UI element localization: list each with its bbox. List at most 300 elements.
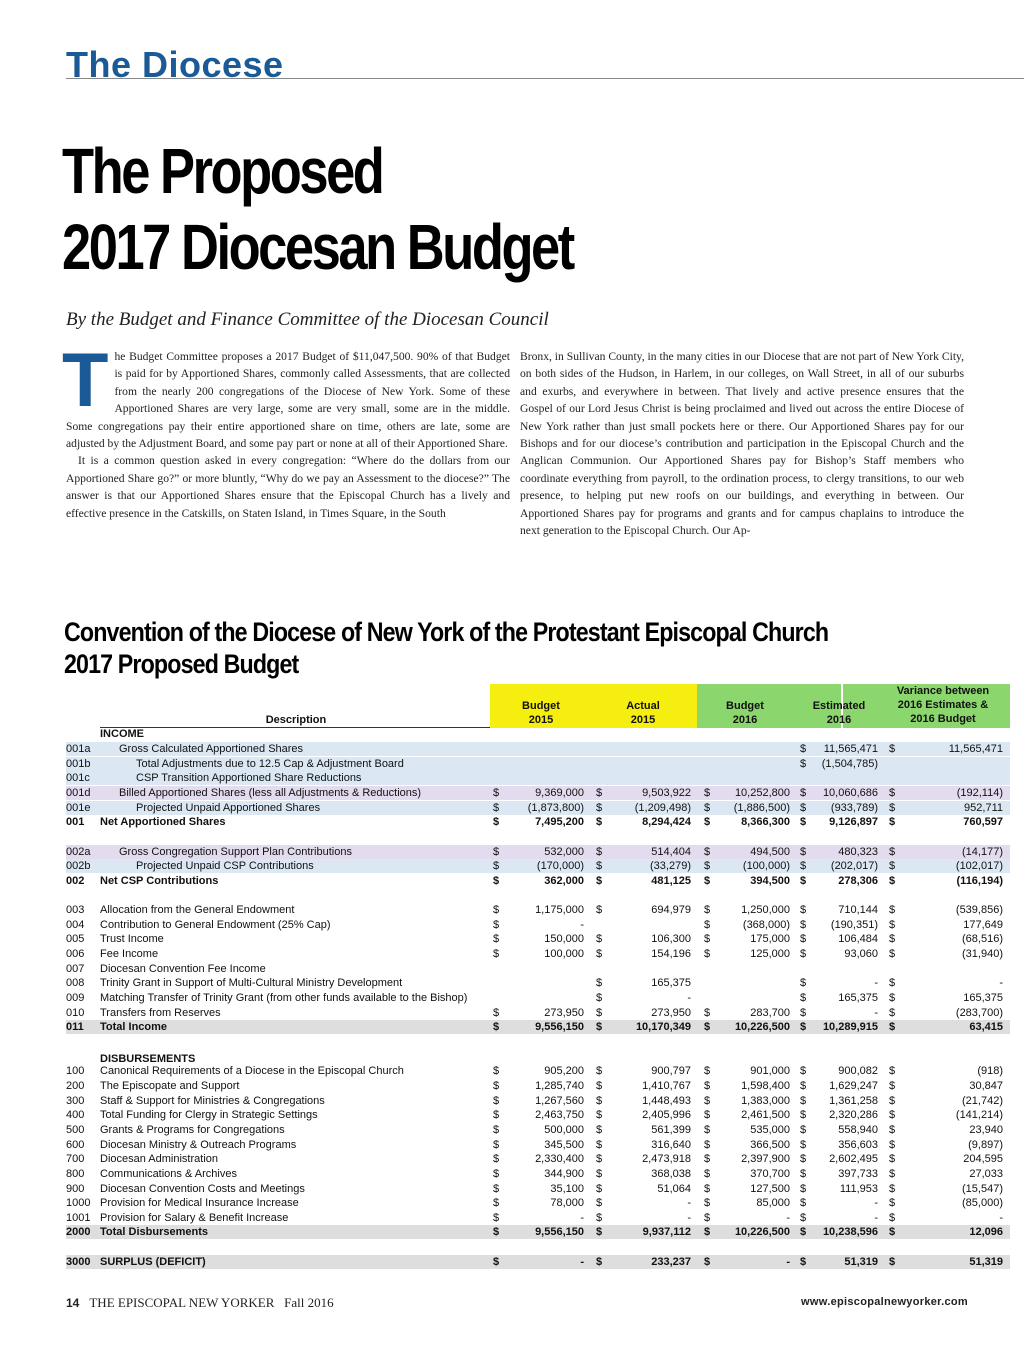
dollar-sign: $ <box>492 801 500 814</box>
row-value: - <box>999 1211 1003 1224</box>
row-value: 344,900 <box>544 1167 584 1180</box>
dollar-sign: $ <box>703 1255 711 1268</box>
row-value: 1,629,247 <box>829 1079 878 1092</box>
row-description: Contribution to General Endowment (25% Cap) <box>100 918 331 931</box>
table-row <box>66 1079 1010 1093</box>
header-estimated-2016 <box>791 699 887 727</box>
row-description: Provision for Salary & Benefit Increase <box>100 1211 289 1224</box>
dollar-sign: $ <box>799 918 807 931</box>
row-value: (1,886,500) <box>733 801 790 814</box>
row-description: Projected Unpaid CSP Contributions <box>136 860 314 873</box>
row-description: Billed Apportioned Shares (less all Adjustments & Reductions) <box>119 786 422 799</box>
row-code: 008 <box>66 977 85 990</box>
section-rule <box>66 78 1024 79</box>
header-description: Description <box>265 714 327 726</box>
row-value: 397,733 <box>838 1167 878 1180</box>
paragraph-3: Bronx, in Sullivan County, in the many cities in our Diocese that are not part of New York City, on both sides of the Hudson, in Harlem, in our colleges, on Wall Street, in all of our suburbs and exurbs, and everywhere in between. That lively and active presence ensures that the Gospel of our Lord Jesus Christ is being proclaimed and lived out across the entire Diocese of New York rather than just small pockets here or there. Our Apportioned Shares pay for our Bishops and for our diocese’s contribution and participation in the Episcopal Church and the Anglican Communion. Our Apportioned Shares pay for Bishop’s Staff members who coordinate everything from payroll, to the ordination process, to clergy transitions, to our web presence, to helping put new roofs on our buildings, and everything in between. Our Apportioned Shares pay for programs and grants and for campus chaplains to introduce the next generation to the Episcopal Church. Our Ap- <box>520 350 964 538</box>
byline: By the Budget and Finance Committee of the Diocesan Council <box>66 309 549 330</box>
dollar-sign: $ <box>888 1094 896 1107</box>
row-description: Trinity Grant in Support of Multi-Cultural Ministry Development <box>100 977 403 990</box>
row-value: (116,194) <box>956 874 1003 887</box>
dollar-sign: $ <box>799 1065 807 1078</box>
dollar-sign: $ <box>703 1006 711 1019</box>
dollar-sign: $ <box>888 860 896 873</box>
row-value: 760,597 <box>963 816 1003 829</box>
row-value: 316,640 <box>651 1138 691 1151</box>
row-value: 9,503,922 <box>642 786 691 799</box>
row-value: 366,500 <box>750 1138 790 1151</box>
dollar-sign: $ <box>595 1211 603 1224</box>
dollar-sign: $ <box>595 860 603 873</box>
row-value: (1,504,785) <box>821 757 878 770</box>
row-value: 2,397,900 <box>741 1153 790 1166</box>
row-value: 106,484 <box>838 933 878 946</box>
table-row <box>66 903 1010 917</box>
table-title-line2: 2017 Proposed Budget <box>64 649 299 679</box>
dollar-sign: $ <box>595 1138 603 1151</box>
footer-url: www.episcopalnewyorker.com <box>801 1296 968 1308</box>
row-description: Staff & Support for Ministries & Congregations <box>100 1094 325 1107</box>
table-row <box>66 1108 1010 1122</box>
row-value: 273,950 <box>651 1006 691 1019</box>
row-value: 23,940 <box>969 1123 1003 1136</box>
dollar-sign: $ <box>888 1197 896 1210</box>
table-row <box>66 1255 1010 1269</box>
dollar-sign: $ <box>799 1109 807 1122</box>
table-row <box>66 1167 1010 1181</box>
row-description: Canonical Requirements of a Diocese in the Episcopal Church <box>100 1065 404 1078</box>
dollar-sign: $ <box>888 1079 896 1092</box>
article-column-2 <box>520 348 964 539</box>
row-description: Gross Calculated Apportioned Shares <box>119 743 304 755</box>
row-value: 78,000 <box>550 1197 584 1210</box>
dollar-sign: $ <box>703 1094 711 1107</box>
row-value: 8,366,300 <box>741 816 790 829</box>
row-value: 177,649 <box>963 918 1003 931</box>
header-budget-2016 <box>702 699 788 727</box>
row-code: 100 <box>66 1065 85 1078</box>
row-value: (21,742) <box>962 1094 1003 1107</box>
dollar-sign: $ <box>595 801 603 814</box>
row-description: Communications & Archives <box>100 1167 237 1180</box>
row-value: 278,306 <box>838 874 878 887</box>
dollar-sign: $ <box>799 977 807 990</box>
row-value: 233,237 <box>651 1255 691 1268</box>
table-row <box>66 742 1010 756</box>
row-value: 35,100 <box>550 1182 584 1195</box>
row-description: Total Funding for Clergy in Strategic Settings <box>100 1109 318 1122</box>
dollar-sign: $ <box>703 1079 711 1092</box>
row-value: 535,000 <box>750 1123 790 1136</box>
row-value: 10,226,500 <box>734 1226 790 1239</box>
dollar-sign: $ <box>799 1138 807 1151</box>
dollar-sign: $ <box>492 1167 500 1180</box>
row-value: (918) <box>977 1065 1003 1078</box>
row-value: 362,000 <box>544 874 584 887</box>
row-value: (31,940) <box>962 948 1003 961</box>
row-value: 9,556,150 <box>535 1021 584 1034</box>
row-description: Diocesan Convention Fee Income <box>100 962 266 975</box>
row-value: 111,953 <box>839 1182 878 1195</box>
dollar-sign: $ <box>799 1123 807 1136</box>
dollar-sign: $ <box>595 786 603 799</box>
dollar-sign: $ <box>799 874 807 887</box>
table-row <box>66 1211 1010 1225</box>
row-description: SURPLUS (DEFICIT) <box>100 1255 206 1268</box>
table-row <box>66 771 1010 785</box>
dollar-sign: $ <box>492 1226 500 1239</box>
dollar-sign: $ <box>799 1079 807 1092</box>
header-budget-2015-l1: Budget <box>522 700 560 712</box>
row-value: (539,856) <box>955 904 1003 917</box>
article-title-line1: The Proposed <box>62 135 383 207</box>
table-row <box>66 1225 1010 1239</box>
row-value: 10,226,500 <box>734 1021 790 1034</box>
table-row <box>66 932 1010 946</box>
table-row <box>66 962 1010 976</box>
row-value: 368,038 <box>651 1167 691 1180</box>
dollar-sign: $ <box>492 948 500 961</box>
dollar-sign: $ <box>492 1197 500 1210</box>
row-description: CSP Transition Apportioned Share Reductions <box>136 772 362 785</box>
row-value: (14,177) <box>962 845 1003 858</box>
row-value: 11,565,471 <box>823 743 878 755</box>
dollar-sign: $ <box>492 1109 500 1122</box>
row-description: Diocesan Convention Costs and Meetings <box>100 1182 305 1195</box>
table-title <box>64 616 828 680</box>
dollar-sign: $ <box>492 1094 500 1107</box>
row-description: Gross Congregation Support Plan Contributions <box>119 845 352 858</box>
row-value: 283,700 <box>750 1006 790 1019</box>
dollar-sign: $ <box>595 1006 603 1019</box>
row-value: 10,289,915 <box>822 1021 878 1034</box>
paragraph-1: he Budget Committee proposes a 2017 Budget of $11,047,500. 90% of that Budget is paid for by Apportioned Shares, commonly called Assessments, that are collected from the nearly 200 congregations of the Diocese of New York. Some of these Apportioned Shares are very large, some are very small, some are in the middle. Some congregations pay their entire apportioned share on time, others are late, some are adjusted by the Adjustment Board, and some pay part or none at all of their Apportioned Share. <box>66 350 510 451</box>
income-label: INCOME <box>100 727 490 740</box>
header-estimated-2016-l1: Estimated <box>812 700 866 712</box>
dollar-sign: $ <box>703 860 711 873</box>
dollar-sign: $ <box>703 1065 711 1078</box>
row-value: 9,369,000 <box>535 786 584 799</box>
table-title-line1: Convention of the Diocese of New York of the Protestant Episcopal Church <box>64 617 829 647</box>
dollar-sign: $ <box>703 1109 711 1122</box>
row-code: 700 <box>66 1153 85 1166</box>
row-description: Total Income <box>100 1021 168 1034</box>
row-code: 200 <box>66 1079 85 1092</box>
dollar-sign: $ <box>888 816 896 829</box>
row-value: 356,603 <box>838 1138 878 1151</box>
row-code: 005 <box>66 933 85 946</box>
row-value: (141,214) <box>955 1109 1003 1122</box>
row-description: Total Adjustments due to 12.5 Cap & Adjustment Board <box>136 757 404 770</box>
row-value: (102,017) <box>955 860 1003 873</box>
dollar-sign: $ <box>888 1153 896 1166</box>
row-value: 500,000 <box>544 1123 584 1136</box>
row-code: 011 <box>66 1021 84 1034</box>
row-value: 150,000 <box>544 933 584 946</box>
row-value: - <box>580 918 584 931</box>
row-value: 10,170,349 <box>635 1021 691 1034</box>
section-title: The Diocese <box>66 44 284 85</box>
row-value: 9,937,112 <box>642 1226 691 1239</box>
dollar-sign: $ <box>888 1211 896 1224</box>
dollar-sign: $ <box>888 904 896 917</box>
dollar-sign: $ <box>703 1153 711 1166</box>
row-value: 106,300 <box>651 933 691 946</box>
dollar-sign: $ <box>595 1153 603 1166</box>
dollar-sign: $ <box>595 1021 603 1034</box>
dollar-sign: $ <box>492 1006 500 1019</box>
row-code: 800 <box>66 1167 85 1180</box>
dollar-sign: $ <box>492 1021 500 1034</box>
row-code: 001e <box>66 801 91 814</box>
header-budget-2015-l2: 2015 <box>528 714 554 726</box>
row-value: 2,473,918 <box>642 1153 691 1166</box>
row-value: 345,500 <box>544 1138 584 1151</box>
dollar-sign: $ <box>799 904 807 917</box>
row-value: 1,383,000 <box>741 1094 790 1107</box>
header-variance-l3: 2016 Budget <box>910 713 976 725</box>
row-description: Grants & Programs for Congregations <box>100 1123 285 1136</box>
row-code: 009 <box>66 992 85 1005</box>
row-value: - <box>687 992 691 1005</box>
row-value: (100,000) <box>742 860 790 873</box>
row-value: 2,461,500 <box>741 1109 790 1122</box>
row-code: 002 <box>66 874 85 887</box>
table-row <box>66 1006 1010 1020</box>
row-code: 900 <box>66 1182 85 1195</box>
header-budget-2016-l2: 2016 <box>732 714 758 726</box>
row-value: 165,375 <box>838 992 878 1005</box>
dollar-sign: $ <box>595 1182 603 1195</box>
table-row <box>66 815 1010 829</box>
row-code: 001a <box>66 743 91 755</box>
row-value: 481,125 <box>651 874 691 887</box>
row-value: (15,547) <box>962 1182 1003 1195</box>
dollar-sign: $ <box>703 874 711 887</box>
row-description: Net CSP Contributions <box>100 874 219 887</box>
dollar-sign: $ <box>703 918 711 931</box>
dollar-sign: $ <box>595 874 603 887</box>
row-value: 2,463,750 <box>535 1109 584 1122</box>
row-value: 7,495,200 <box>535 816 584 829</box>
row-value: 10,238,596 <box>822 1226 878 1239</box>
dollar-sign: $ <box>492 1211 500 1224</box>
dollar-sign: $ <box>799 816 807 829</box>
row-value: 63,415 <box>969 1021 1003 1034</box>
row-value: 2,405,996 <box>642 1109 691 1122</box>
row-code: 300 <box>66 1094 85 1107</box>
row-value: 12,096 <box>969 1226 1003 1239</box>
row-description: Total Disbursements <box>100 1226 208 1239</box>
row-value: 2,320,286 <box>829 1109 878 1122</box>
row-value: (170,000) <box>536 860 584 873</box>
dollar-sign: $ <box>888 845 896 858</box>
row-value: 154,196 <box>651 948 691 961</box>
row-value: 952,711 <box>964 801 1003 814</box>
row-value: 93,060 <box>844 948 878 961</box>
row-value: 165,375 <box>651 977 691 990</box>
header-budget-2016-l1: Budget <box>726 700 764 712</box>
dollar-sign: $ <box>799 1211 807 1224</box>
row-value: 1,250,000 <box>741 904 790 917</box>
dollar-sign: $ <box>492 1153 500 1166</box>
article-column-1 <box>62 338 510 522</box>
row-value: (85,000) <box>962 1197 1003 1210</box>
dollar-sign: $ <box>888 992 896 1005</box>
row-value: (283,700) <box>955 1006 1003 1019</box>
article-title-line2: 2017 Diocesan Budget <box>62 211 573 283</box>
row-code: 002b <box>66 860 91 873</box>
dollar-sign: $ <box>595 948 603 961</box>
drop-cap: T <box>62 338 109 423</box>
dollar-sign: $ <box>888 1123 896 1136</box>
dollar-sign: $ <box>595 1123 603 1136</box>
dollar-sign: $ <box>595 1109 603 1122</box>
header-budget-2015 <box>496 699 586 727</box>
row-description: Allocation from the General Endowment <box>100 904 295 917</box>
dollar-sign: $ <box>799 1167 807 1180</box>
row-code: 001d <box>66 786 91 799</box>
dollar-sign: $ <box>492 786 500 799</box>
dollar-sign: $ <box>595 933 603 946</box>
row-value: (1,873,800) <box>527 801 584 814</box>
dollar-sign: $ <box>492 1138 500 1151</box>
row-code: 003 <box>66 904 85 917</box>
row-description: Trust Income <box>100 933 164 946</box>
row-value: - <box>580 1211 584 1224</box>
row-description: Provision for Medical Insurance Increase <box>100 1197 299 1210</box>
row-value: 127,500 <box>750 1182 790 1195</box>
table-row <box>66 1152 1010 1166</box>
dollar-sign: $ <box>799 757 807 770</box>
dollar-sign: $ <box>799 1226 807 1239</box>
row-value: 1,267,560 <box>535 1094 584 1107</box>
dollar-sign: $ <box>799 948 807 961</box>
row-value: 11,565,471 <box>948 743 1003 755</box>
dollar-sign: $ <box>492 1182 500 1195</box>
row-description: Diocesan Administration <box>100 1153 219 1166</box>
dollar-sign: $ <box>888 1138 896 1151</box>
row-value: 10,252,800 <box>734 786 790 799</box>
dollar-sign: $ <box>799 1006 807 1019</box>
dollar-sign: $ <box>799 845 807 858</box>
row-code: 2000 <box>66 1226 91 1239</box>
row-value: 8,294,424 <box>642 816 691 829</box>
dollar-sign: $ <box>799 933 807 946</box>
publication-name: THE EPISCOPAL NEW YORKER <box>89 1295 275 1310</box>
dollar-sign: $ <box>703 1167 711 1180</box>
row-code: 400 <box>66 1109 85 1122</box>
row-value: 51,319 <box>969 1255 1003 1268</box>
dollar-sign: $ <box>799 1182 807 1195</box>
row-value: - <box>687 1211 691 1224</box>
header-actual-2015-l2: 2015 <box>630 714 656 726</box>
dollar-sign: $ <box>888 1021 896 1034</box>
row-value: (9,897) <box>968 1138 1003 1151</box>
row-description: The Episcopate and Support <box>100 1079 240 1092</box>
row-value: 514,404 <box>651 845 691 858</box>
row-code: 002a <box>66 845 91 858</box>
row-code: 001 <box>66 816 85 829</box>
dollar-sign: $ <box>888 1182 896 1195</box>
row-description: Projected Unpaid Apportioned Shares <box>136 801 321 814</box>
row-code: 001c <box>66 772 90 785</box>
page-number: 14 <box>66 1296 80 1310</box>
row-value: 85,000 <box>756 1197 790 1210</box>
dollar-sign: $ <box>888 1255 896 1268</box>
dollar-sign: $ <box>492 933 500 946</box>
header-actual-2015 <box>598 699 688 727</box>
dollar-sign: $ <box>799 786 807 799</box>
row-value: (368,000) <box>742 918 790 931</box>
row-value: 51,319 <box>844 1255 878 1268</box>
dollar-sign: $ <box>492 1123 500 1136</box>
dollar-sign: $ <box>703 1182 711 1195</box>
dollar-sign: $ <box>703 1226 711 1239</box>
row-code: 010 <box>66 1006 85 1019</box>
dollar-sign: $ <box>703 845 711 858</box>
row-value: 900,797 <box>651 1065 691 1078</box>
row-value: 394,500 <box>750 874 790 887</box>
row-code: 004 <box>66 918 85 931</box>
row-value: - <box>580 1255 584 1268</box>
row-value: 901,000 <box>750 1065 790 1078</box>
table-row <box>66 1094 1010 1108</box>
dollar-sign: $ <box>492 1255 500 1268</box>
row-description: Diocesan Ministry & Outreach Programs <box>100 1138 297 1151</box>
disbursements-label: DISBURSEMENTS <box>100 1052 196 1065</box>
header-variance-l2: 2016 Estimates & <box>897 699 989 711</box>
row-code: 3000 <box>66 1255 91 1268</box>
row-value: 1,285,740 <box>535 1079 584 1092</box>
row-value: 51,064 <box>657 1182 691 1195</box>
dollar-sign: $ <box>703 1123 711 1136</box>
dollar-sign: $ <box>595 992 603 1005</box>
dollar-sign: $ <box>799 1153 807 1166</box>
row-code: 500 <box>66 1123 85 1136</box>
row-description: Transfers from Reserves <box>100 1006 221 1019</box>
dollar-sign: $ <box>703 786 711 799</box>
dollar-sign: $ <box>492 918 500 931</box>
header-estimated-2016-l2: 2016 <box>826 714 852 726</box>
dollar-sign: $ <box>888 933 896 946</box>
row-value: 561,399 <box>651 1123 691 1136</box>
table-row <box>66 845 1010 859</box>
row-value: - <box>874 1197 878 1210</box>
dollar-sign: $ <box>888 786 896 799</box>
dollar-sign: $ <box>799 1197 807 1210</box>
table-row <box>66 1196 1010 1210</box>
row-value: (192,114) <box>956 786 1003 799</box>
row-value: 1,361,258 <box>829 1094 878 1107</box>
row-value: - <box>874 1211 878 1224</box>
row-value: 1,410,767 <box>642 1079 691 1092</box>
dollar-sign: $ <box>492 1079 500 1092</box>
header-variance <box>878 684 1008 726</box>
article-title <box>62 133 573 285</box>
row-code: 006 <box>66 948 85 961</box>
row-value: (190,351) <box>830 918 878 931</box>
dollar-sign: $ <box>703 904 711 917</box>
dollar-sign: $ <box>595 904 603 917</box>
row-value: (202,017) <box>830 860 878 873</box>
row-value: 1,175,000 <box>535 904 584 917</box>
table-row <box>66 976 1010 990</box>
footer-left <box>66 1295 334 1311</box>
paragraph-2: It is a common question asked in every congregation: “Where do the dollars from our Apportioned Share go?” or more bluntly, “Why do we pay an Assessment to the diocese?” The answer is that our Apportioned Shares ensure that the Episcopal Church has a lively and effective presence in the Catskills, on Staten Island, in Times Square, in the South <box>66 454 510 520</box>
row-code: 007 <box>66 962 85 975</box>
dollar-sign: $ <box>799 860 807 873</box>
